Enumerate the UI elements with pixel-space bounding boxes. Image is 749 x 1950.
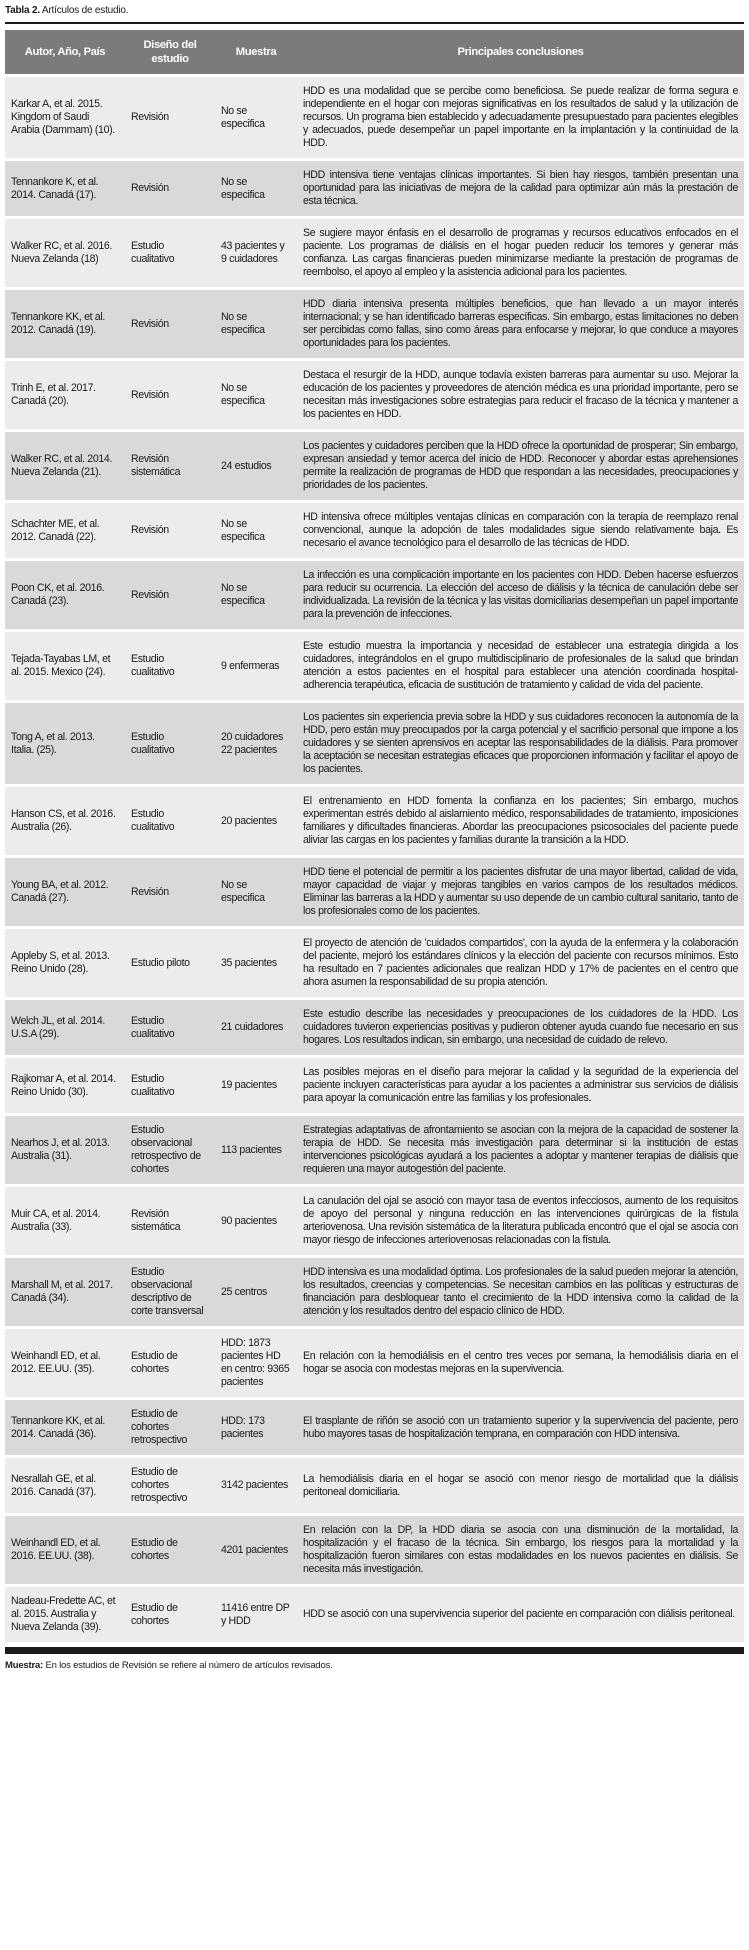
cell-design: Estudio piloto [125,929,215,1000]
table-row [5,503,744,561]
cell-conclusion: Se sugiere mayor énfasis en el desarrollo de programas y recursos educativos enfocados en el paciente. Los programas de diálisis en el hogar pueden reducir los temores y generar más confianza. Las cargas financieras pueden minimizarse mediante la prestación de programas de reembolso, el apoyo al empleo y la asistencia adicional para los pacientes. [297,219,744,290]
cell-author: Tennankore KK, et al. 2014. Canadá (36). [5,1400,125,1458]
cell-conclusion: Los pacientes y cuidadores perciben que la HDD ofrece la oportunidad de prosperar; Sin embargo, expresan ansiedad y temor acerca del inicio de HDD. Reconocer y abordar estas aprehensiones permite la realización de programas de HDD que respondan a las necesidades, preocupaciones y prioridades de los pacientes. [297,432,744,503]
table-row [5,77,744,161]
cell-conclusion: Las posibles mejoras en el diseño para mejorar la calidad y la seguridad de la experiencia del paciente incluyen características para ayudar a los pacientes a administrar sus servicios de diálisis para apoyar la comunicación entre las familias y los profesionales. [297,1058,744,1116]
cell-author: Poon CK, et al. 2016. Canadá (23). [5,561,125,632]
cell-design: Estudio cualitativo [125,1058,215,1116]
cell-sample: 43 pacientes y 9 cuidadores [215,219,297,290]
table-row [5,1458,744,1516]
header-author: Autor, Año, País [5,30,125,77]
cell-sample: No se especifica [215,858,297,929]
cell-sample: No se especifica [215,161,297,219]
cell-conclusion: La canulación del ojal se asoció con mayor tasa de eventos infecciosos, aumento de los requisitos de apoyo del personal y ninguna reducción en las intervenciones quirúrgicas de la fístula arteriovenosa. Una revisión sistemática de la literatura publicada encontró que el ojal se asocia con mayor riesgo de infecciones arteriovenosas relacionadas con la fístula. [297,1187,744,1258]
cell-sample: 20 pacientes [215,787,297,858]
cell-design: Revisión [125,561,215,632]
table-caption-label: Tabla 2. [5,5,40,16]
table-row [5,1516,744,1587]
cell-author: Welch JL, et al. 2014. U.S.A (29). [5,1000,125,1058]
table-row [5,290,744,361]
cell-design: Revisión sistemática [125,432,215,503]
cell-conclusion: El trasplante de riñón se asoció con un tratamiento superior y la supervivencia del paciente, pero hubo mayores tasas de hospitalización temprana, en comparación con HDD intensiva. [297,1400,744,1458]
cell-design: Estudio de cohortes [125,1516,215,1587]
cell-conclusion: Este estudio muestra la importancia y necesidad de establecer una estrategia dirigida a los cuidadores, integrándolos en el grupo multidisciplinario de profesionales de la salud que brindan atención a estos pacientes en el hospital para establecer una atención coordinada hospital- adherencia terapéutica, eficacia de sustitución de tratamiento y calidad de vida del paciente. [297,632,744,703]
cell-conclusion: HDD intensiva tiene ventajas clínicas importantes. Si bien hay riesgos, también presentan una oportunidad para las iniciativas de mejora de la calidad para optimizar aún más la prestación de esta técnica. [297,161,744,219]
cell-conclusion: En relación con la hemodiálisis en el centro tres veces por semana, la hemodiálisis diaria en el hogar se asocia con modestas mejoras en la supervivencia. [297,1329,744,1400]
cell-sample: 35 pacientes [215,929,297,1000]
cell-design: Revisión [125,161,215,219]
table-row [5,858,744,929]
table-row [5,1058,744,1116]
cell-conclusion: HDD diaria intensiva presenta múltiples beneficios, que han llevado a un mayor interés internacional; y se han identificado barreras específicas. Sin embargo, estas limitaciones no deben ser percibidas como fallas, sino como áreas para enfocarse y mejorar, lo que conduce a mayores oportunidades para los pacientes. [297,290,744,361]
header-conclusions: Principales conclusiones [297,30,744,77]
cell-design: Revisión [125,361,215,432]
cell-design: Estudio cualitativo [125,1000,215,1058]
cell-design: Estudio cualitativo [125,787,215,858]
cell-design: Revisión [125,290,215,361]
table-row [5,161,744,219]
cell-author: Walker RC, et al. 2016. Nueva Zelanda (18) [5,219,125,290]
table-row [5,1329,744,1400]
bottom-rule-divider [5,1647,744,1654]
cell-author: Tennankore K, et al. 2014. Canadá (17). [5,161,125,219]
cell-conclusion: En relación con la DP, la HDD diaria se asocia con una disminución de la mortalidad, la hospitalización y el fracaso de la técnica. Sin embargo, los riesgos para la mortalidad y la hospitalización fueron similares con estas modalidades en los nuevos pacientes en diálisis. Se necesita más investigación. [297,1516,744,1587]
table-row [5,632,744,703]
cell-design: Revisión [125,503,215,561]
header-row [5,30,744,77]
table-row [5,703,744,787]
cell-conclusion: La infección es una complicación importante en los pacientes con HDD. Deben hacerse esfuerzos para reducir su ocurrencia. La elección del acceso de diálisis y la técnica de canulación debe ser individualizada. La revisión de la técnica y las visitas domiciliarias desempeñan un papel importante para la prevención de infecciones. [297,561,744,632]
cell-sample: 19 pacientes [215,1058,297,1116]
cell-design: Revisión [125,858,215,929]
cell-author: Tong A, et al. 2013. Italia. (25). [5,703,125,787]
cell-conclusion: El proyecto de atención de 'cuidados compartidos', con la ayuda de la enfermera y la colaboración del paciente, mejoró los estándares clínicos y la elección del paciente con recursos mínimos. Esto ha resultado en 7 pacientes adicionales que realizan HDD y 17% de pacientes en el centro que ahora asumen la responsabilidad de su propia atención. [297,929,744,1000]
table-header [5,30,744,77]
cell-design: Revisión [125,77,215,161]
table-row [5,1187,744,1258]
cell-author: Nesrallah GE, et al. 2016. Canadá (37). [5,1458,125,1516]
table-row [5,1400,744,1458]
cell-sample: 113 pacientes [215,1116,297,1187]
cell-design: Estudio de cohortes retrospectivo [125,1400,215,1458]
table-row [5,1116,744,1187]
table-row [5,929,744,1000]
cell-sample: 20 cuidadores 22 pacientes [215,703,297,787]
cell-author: Schachter ME, et al. 2012. Canadá (22). [5,503,125,561]
cell-author: Nearhos J, et al. 2013. Australia (31). [5,1116,125,1187]
cell-sample: 25 centros [215,1258,297,1329]
table-row [5,561,744,632]
table-row [5,361,744,432]
cell-conclusion: HDD se asoció con una supervivencia superior del paciente en comparación con diálisis peritoneal. [297,1587,744,1645]
footnote-text: En los estudios de Revisión se refiere al número de artículos revisados. [43,1660,333,1671]
cell-sample: HDD: 173 pacientes [215,1400,297,1458]
table-row [5,1000,744,1058]
table-caption-text: Artículos de estudio. [39,5,129,16]
table-caption [5,0,744,18]
cell-design: Estudio de cohortes retrospectivo [125,1458,215,1516]
cell-conclusion: Estrategias adaptativas de afrontamiento se asocian con la mejora de la capacidad de sostener la terapia de HDD. Se necesita más investigación para determinar si la institución de estas intervenciones psicológicas ayudará a los pacientes a adoptar y mantener terapias de diálisis que requieren una mayor autogestión del paciente. [297,1116,744,1187]
cell-author: Nadeau-Fredette AC, et al. 2015. Australia y Nueva Zelanda (39). [5,1587,125,1645]
cell-sample: HDD: 1873 pacientes HD en centro: 9365 pacientes [215,1329,297,1400]
cell-author: Rajkomar A, et al. 2014. Reino Unido (30). [5,1058,125,1116]
cell-sample: No se especifica [215,290,297,361]
cell-design: Estudio observacional retrospectivo de cohortes [125,1116,215,1187]
table-row [5,1587,744,1645]
top-rule-divider [5,22,744,24]
cell-design: Estudio cualitativo [125,632,215,703]
cell-conclusion: Destaca el resurgir de la HDD, aunque todavía existen barreras para aumentar su uso. Mejorar la educación de los pacientes y proveedores de atención médica es una prioridad importante, pero se necesitan más investigaciones sobre estrategias para reducir el fracaso de la técnica y mantener a los pacientes en HDD. [297,361,744,432]
cell-design: Estudio cualitativo [125,703,215,787]
cell-design: Revisión sistemática [125,1187,215,1258]
cell-sample: No se especifica [215,503,297,561]
cell-sample: 9 enfermeras [215,632,297,703]
table-row [5,219,744,290]
cell-author: Trinh E, et al. 2017. Canadá (20). [5,361,125,432]
cell-sample: 90 pacientes [215,1187,297,1258]
cell-design: Estudio de cohortes [125,1587,215,1645]
cell-author: Tejada-Tayabas LM, et al. 2015. Mexico (24). [5,632,125,703]
table-footnote [5,1654,744,1671]
cell-sample: No se especifica [215,561,297,632]
cell-author: Young BA, et al. 2012. Canadá (27). [5,858,125,929]
cell-conclusion: El entrenamiento en HDD fomenta la confianza en los pacientes; Sin embargo, muchos experimentan estrés debido al aislamiento médico, responsabilidades de tratamiento, imposiciones familiares y dificultades financieras. Abordar las preocupaciones psicosociales del paciente puede aliviar las cargas en los pacientes y familias durante la transición a la HDD. [297,787,744,858]
footnote-label: Muestra: [5,1660,43,1671]
studies-table [5,30,744,1645]
cell-design: Estudio cualitativo [125,219,215,290]
cell-conclusion: HDD tiene el potencial de permitir a los pacientes disfrutar de una mayor libertad, calidad de vida, mayor capacidad de viajar y mejoras tangibles en varios campos de los resultados médicos. Eliminar las barreras a la HDD y aumentar su uso depende de un cambio cultural sanitario, tanto de los profesionales como de los pacientes. [297,858,744,929]
cell-conclusion: Este estudio describe las necesidades y preocupaciones de los cuidadores de la HDD. Los cuidadores tuvieron experiencias positivas y pudieron obtener ayuda cuando fue necesario en sus hogares. Los resultados indican, sin embargo, una necesidad de cuidado de relevo. [297,1000,744,1058]
cell-sample: No se especifica [215,77,297,161]
cell-sample: 21 cuidadores [215,1000,297,1058]
cell-conclusion: HDD es una modalidad que se percibe como beneficiosa. Se puede realizar de forma segura e independiente en el hogar con mejoras significativas en los resultados de salud y la utilización de recursos. Un programa bien establecido y adecuadamente presupuestado para pacientes elegibles y adecuados, puede desempeñar un papel importante en la implantación y la continuidad de la HDD. [297,77,744,161]
cell-author: Weinhandl ED, et al. 2016. EE.UU. (38). [5,1516,125,1587]
cell-design: Estudio observacional descriptivo de corte transversal [125,1258,215,1329]
table-row [5,1258,744,1329]
cell-sample: 4201 pacientes [215,1516,297,1587]
cell-author: Appleby S, et al. 2013. Reino Unido (28). [5,929,125,1000]
cell-sample: 3142 pacientes [215,1458,297,1516]
cell-author: Tennankore KK, et al. 2012. Canadá (19). [5,290,125,361]
table-body [5,77,744,1645]
cell-conclusion: HD intensiva ofrece múltiples ventajas clínicas en comparación con la terapia de reemplazo renal convencional, aunque la adopción de tales modalidades sigue siendo relativamente baja. Es necesario el avance tecnológico para el desarrollo de las técnicas de HDD. [297,503,744,561]
cell-sample: 11416 entre DP y HDD [215,1587,297,1645]
cell-author: Walker RC, et al. 2014. Nueva Zelanda (21). [5,432,125,503]
cell-author: Muir CA, et al. 2014. Australia (33). [5,1187,125,1258]
cell-conclusion: La hemodiálisis diaria en el hogar se asoció con menor riesgo de mortalidad que la diálisis peritoneal domiciliaria. [297,1458,744,1516]
cell-author: Marshall M, et al. 2017. Canadá (34). [5,1258,125,1329]
cell-conclusion: Los pacientes sin experiencia previa sobre la HDD y sus cuidadores reconocen la autonomía de la HDD, pero están muy preocupados por la carga potencial y el sacrificio personal que impone a los cuidadores y se sienten aprensivos en aceptar las responsabilidades de la diálisis. Para promover la aceptación se necesitan estrategias eficaces que proporcionen información y facilitar el apoyo de los pacientes. [297,703,744,787]
cell-design: Estudio de cohortes [125,1329,215,1400]
table-row [5,787,744,858]
cell-author: Hanson CS, et al. 2016. Australia (26). [5,787,125,858]
cell-sample: 24 estudios [215,432,297,503]
cell-author: Weinhandl ED, et al. 2012. EE.UU. (35). [5,1329,125,1400]
cell-sample: No se especifica [215,361,297,432]
header-design: Diseño del estudio [125,30,215,77]
cell-author: Karkar A, et al. 2015. Kingdom of Saudi Arabia (Dammam) (10). [5,77,125,161]
cell-conclusion: HDD intensiva es una modalidad óptima. Los profesionales de la salud pueden mejorar la atención, los resultados, creencias y competencias. Se necesitan cambios en las políticas y estructuras de financiación para desbloquear tanto el crecimiento de la HDD intensiva como la calidad de la atención y los resultados dentro del espacio clínico de HDD. [297,1258,744,1329]
table-row [5,432,744,503]
header-sample: Muestra [215,30,297,77]
